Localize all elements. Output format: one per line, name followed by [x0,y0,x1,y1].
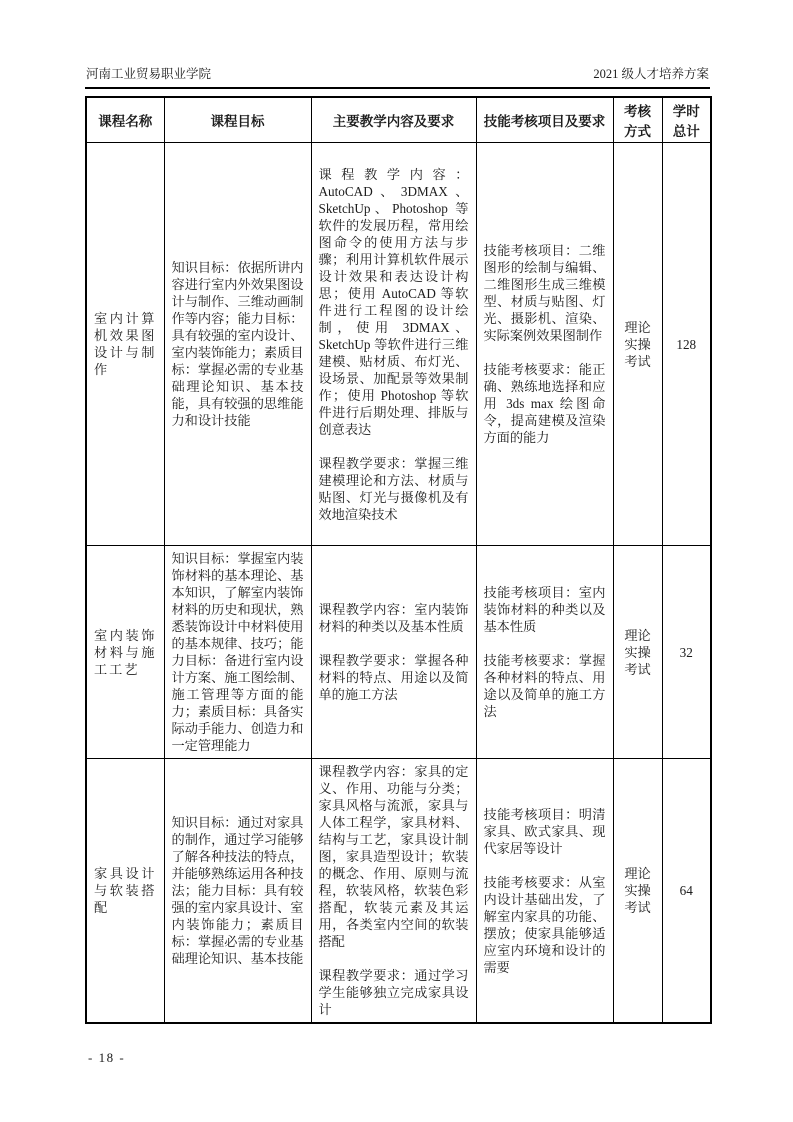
course-objectives-cell [164,759,311,1024]
teaching-content-text: 课程教学内容：家具的定义、作用、功能与分类；家具风格与流派，家具与人体工程学，家具材料、结构与工艺，家具设计制图，家具造型设计；软装的概念、作用、原则与流程，软装风格，软装色彩搭配，软装元素及其运用，各类室内空间的软装搭配 [318,764,469,950]
teaching-requirement-text: 课程教学要求：掌握各种材料的特点、用途以及简单的施工方法 [318,653,469,703]
col-header-method [613,97,662,143]
course-objectives-cell [164,143,311,546]
objectives-text: 知识目标：依据所讲内容进行室内外效果图设计与制作、三维动画制作等内容；能力目标：具有较强的室内设计、室内装饰能力；素质目标：掌握必需的专业基础理论知识、基本技能，具有较强的思维能力和设计技能 [171,260,304,429]
page-header-school-name: 河南工业贸易职业学院 [86,67,212,81]
col-header-content: 主要教学内容及要求 [311,97,476,143]
assessment-requirement-text: 技能考核要求：掌握各种材料的特点、用途以及简单的施工方法 [483,653,606,720]
table-row-course-1 [86,143,711,546]
col-header-hours [662,97,711,143]
course-objectives-cell [164,546,311,759]
teaching-content-text: 课程教学内容：室内装饰材料的种类以及基本性质 [318,602,469,635]
col-header-course-name: 课程名称 [86,97,164,143]
assessment-item-text: 技能考核项目：二维图形的绘制与编辑、二维图形生成三维模型、材质与贴图、灯光、摄影机、渲染、实际案例效果图制作 [483,243,606,344]
teaching-content-cell [311,143,476,546]
teaching-requirement-text: 课程教学要求：通过学习学生能够独立完成家具设计 [318,968,469,1018]
skill-assessment-cell [476,546,613,759]
col-header-method-label: 考核方式 [623,104,651,140]
course-name-cell: 室内装饰材料与施工工艺 [86,546,164,759]
total-hours-cell: 32 [662,546,711,759]
objectives-text: 知识目标：掌握室内装饰材料的基本理论、基本知识，了解室内装饰材料的历史和现状，熟悉装饰设计中材料使用的基本规律、技巧；能力目标：备进行室内设计方案、施工图绘制、施工管理等方面的能力；素质目标：具备实际动手能力、创造力和一定管理能力 [171,551,304,754]
total-hours-cell: 64 [662,759,711,1024]
teaching-content-cell [311,759,476,1024]
header-rule [85,87,710,89]
col-header-assessment: 技能考核项目及要求 [476,97,613,143]
teaching-content-cell [311,546,476,759]
assessment-method-cell [613,143,662,546]
skill-assessment-cell [476,143,613,546]
page-header [85,66,710,87]
table-row-course-2 [86,546,711,759]
objectives-text: 知识目标：通过对家具的制作，通过学习能够了解各种技法的特点，并能够熟练运用各种技法；能力目标：具有较强的室内家具设计、室内装饰能力；素质目标：掌握必需的专业基础理论知识、基本技能 [171,815,304,967]
assessment-method-cell [613,546,662,759]
assessment-method-text: 理论实操考试 [624,866,651,916]
assessment-method-text: 理论实操考试 [624,627,651,677]
assessment-requirement-text: 技能考核要求：能正确、熟练地选择和应用 3ds max 绘图命令，提高建模及渲染方面的能力 [483,362,606,446]
assessment-method-text: 理论实操考试 [624,319,651,369]
assessment-requirement-text: 技能考核要求：从室内设计基础出发，了解室内家具的功能、摆放；使家具能够适应室内环境和设计的需要 [483,874,606,975]
teaching-content-text: 课程教学内容：AutoCAD、3DMAX、SketchUp、Photoshop 等软件的发展历程，常用绘图命令的使用方法与步骤；利用计算机软件展示设计效果和表达设计构思；使用 AutoCAD 等软件进行工程图的设计绘制，使用 3DMAX、SketchUp 等软件进行三维建模、贴材质、布灯光、设场景、加配景等效果制作；使用 Photoshop 等软件进行后期处理、排版与创意表达 [318,166,469,437]
page-header-plan-title: 2021 级人才培养方案 [593,67,709,81]
course-name-cell: 室内计算机效果图设计与制作 [86,143,164,546]
col-header-hours-label: 学时总计 [672,104,700,140]
course-table-head [86,97,711,143]
col-header-objectives: 课程目标 [164,97,311,143]
table-row-course-3 [86,759,711,1024]
course-table-body [86,143,711,1024]
skill-assessment-cell [476,759,613,1024]
teaching-requirement-text: 课程教学要求：掌握三维建模理论和方法、材质与贴图、灯光与摄像机及有效地渲染技术 [318,455,469,522]
page-footer-page-number: - 18 - [88,1050,126,1066]
assessment-item-text: 技能考核项目：明清家具、欧式家具、现代家居等设计 [483,806,606,856]
header-row [86,97,711,143]
assessment-method-cell [613,759,662,1024]
total-hours-cell: 128 [662,143,711,546]
course-name-cell: 家具设计与软装搭配 [86,759,164,1024]
course-table [85,96,712,1024]
assessment-item-text: 技能考核项目：室内装饰材料的种类以及基本性质 [483,585,606,635]
